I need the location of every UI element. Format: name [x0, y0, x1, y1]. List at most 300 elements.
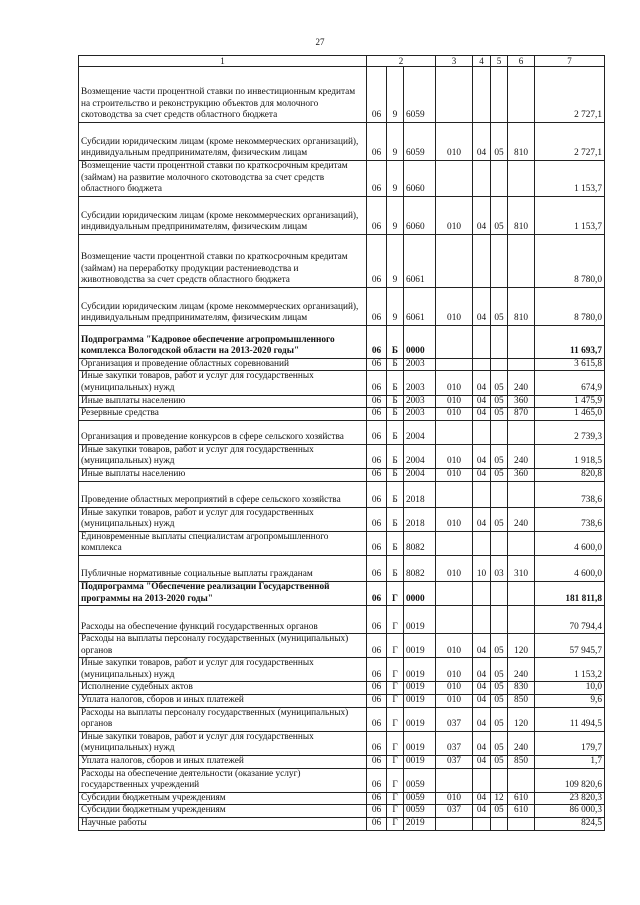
table-row — [79, 682, 605, 695]
page-number: 27 — [315, 37, 325, 47]
code-division: 04 — [473, 634, 491, 658]
row-amount: 820,8 — [535, 468, 605, 481]
code-ministry — [436, 581, 473, 605]
code-ministry: 010 — [436, 792, 473, 805]
code-expense-type: 240 — [508, 371, 535, 395]
row-name: Публичные нормативные социальные выплаты гражданам — [79, 555, 367, 581]
code-item: 0000 — [404, 325, 436, 358]
code-subdivision — [491, 420, 508, 444]
code-subdivision — [491, 67, 508, 123]
code-item: 0019 — [404, 658, 436, 682]
code-ministry: 010 — [436, 371, 473, 395]
code-expense-type — [508, 581, 535, 605]
code-division — [473, 606, 491, 634]
code-ministry: 010 — [436, 468, 473, 481]
code-expense-type — [508, 818, 535, 831]
code-item: 0019 — [404, 731, 436, 755]
code-division — [473, 531, 491, 555]
code-section: 06 — [367, 531, 387, 555]
code-expense-type — [508, 161, 535, 197]
table-row — [79, 768, 605, 792]
code-subdivision: 05 — [491, 468, 508, 481]
row-name: Иные закупки товаров, работ и услуг для государственных (муниципальных) нужд — [79, 731, 367, 755]
code-program: Г — [387, 658, 404, 682]
code-item: 0000 — [404, 581, 436, 605]
header-col-7: 7 — [535, 56, 605, 67]
row-name: Единовременные выплаты специалистам агропромышленного комплекса — [79, 531, 367, 555]
code-division: 04 — [473, 196, 491, 234]
row-name: Подпрограмма "Кадровое обеспечение агропромышленного комплекса Вологодской области на 2013-2020 годы" — [79, 325, 367, 358]
code-ministry: 010 — [436, 695, 473, 708]
row-name: Научные работы — [79, 818, 367, 831]
row-amount: 10,0 — [535, 682, 605, 695]
row-amount: 824,5 — [535, 818, 605, 831]
row-name: Иные закупки товаров, работ и услуг для государственных (муниципальных) нужд — [79, 444, 367, 468]
code-program: 9 — [387, 67, 404, 123]
code-division — [473, 358, 491, 371]
code-subdivision — [491, 768, 508, 792]
code-program: 9 — [387, 196, 404, 234]
code-ministry: 010 — [436, 444, 473, 468]
table-row — [79, 555, 605, 581]
code-expense-type: 810 — [508, 123, 535, 161]
code-expense-type: 120 — [508, 634, 535, 658]
code-item: 0019 — [404, 707, 436, 731]
table-row — [79, 531, 605, 555]
code-section: 06 — [367, 123, 387, 161]
code-program: Б — [387, 444, 404, 468]
code-section: 06 — [367, 634, 387, 658]
code-division: 04 — [473, 731, 491, 755]
row-name: Подпрограмма "Обеспечение реализации Государственной программы на 2013-2020 годы" — [79, 581, 367, 605]
table-row — [79, 581, 605, 605]
table-row — [79, 371, 605, 395]
code-expense-type: 610 — [508, 792, 535, 805]
code-subdivision: 05 — [491, 507, 508, 531]
code-item: 2003 — [404, 371, 436, 395]
table-row — [79, 325, 605, 358]
code-program: 9 — [387, 234, 404, 287]
code-section: 06 — [367, 358, 387, 371]
code-program: Г — [387, 634, 404, 658]
code-item: 6059 — [404, 123, 436, 161]
code-section: 06 — [367, 444, 387, 468]
code-ministry: 010 — [436, 287, 473, 325]
code-division — [473, 67, 491, 123]
code-subdivision: 05 — [491, 444, 508, 468]
code-item: 6061 — [404, 287, 436, 325]
code-division: 04 — [473, 468, 491, 481]
code-section: 06 — [367, 161, 387, 197]
code-subdivision — [491, 818, 508, 831]
code-expense-type: 240 — [508, 658, 535, 682]
code-expense-type: 240 — [508, 507, 535, 531]
code-subdivision: 05 — [491, 695, 508, 708]
code-expense-type — [508, 358, 535, 371]
row-name: Иные закупки товаров, работ и услуг для государственных (муниципальных) нужд — [79, 658, 367, 682]
table-row — [79, 658, 605, 682]
row-amount: 11 494,5 — [535, 707, 605, 731]
code-subdivision: 12 — [491, 792, 508, 805]
row-amount: 738,6 — [535, 481, 605, 507]
row-amount: 9,6 — [535, 695, 605, 708]
row-amount: 1,7 — [535, 756, 605, 769]
code-division: 04 — [473, 805, 491, 818]
table-row — [79, 481, 605, 507]
code-division — [473, 581, 491, 605]
code-section: 06 — [367, 196, 387, 234]
table-row — [79, 196, 605, 234]
code-program: Б — [387, 395, 404, 408]
code-expense-type: 810 — [508, 196, 535, 234]
row-amount: 8 780,0 — [535, 287, 605, 325]
table-row — [79, 507, 605, 531]
code-subdivision — [491, 581, 508, 605]
code-division: 04 — [473, 658, 491, 682]
code-program: Г — [387, 695, 404, 708]
row-amount: 23 820,3 — [535, 792, 605, 805]
code-item: 2003 — [404, 358, 436, 371]
code-program: Б — [387, 468, 404, 481]
code-ministry — [436, 325, 473, 358]
code-section: 06 — [367, 731, 387, 755]
code-expense-type — [508, 481, 535, 507]
row-amount: 2 727,1 — [535, 123, 605, 161]
code-ministry — [436, 818, 473, 831]
code-division: 10 — [473, 555, 491, 581]
code-subdivision: 05 — [491, 805, 508, 818]
code-item: 2018 — [404, 481, 436, 507]
row-name: Исполнение судебных актов — [79, 682, 367, 695]
code-expense-type: 610 — [508, 805, 535, 818]
table-row — [79, 707, 605, 731]
code-item: 2003 — [404, 395, 436, 408]
row-name: Уплата налогов, сборов и иных платежей — [79, 756, 367, 769]
code-expense-type: 360 — [508, 395, 535, 408]
code-item: 0019 — [404, 634, 436, 658]
row-amount: 1 153,7 — [535, 161, 605, 197]
table-row — [79, 805, 605, 818]
row-amount: 1 153,2 — [535, 658, 605, 682]
code-program: Б — [387, 531, 404, 555]
code-ministry: 037 — [436, 805, 473, 818]
code-division: 04 — [473, 695, 491, 708]
code-subdivision — [491, 161, 508, 197]
code-division — [473, 234, 491, 287]
code-section: 06 — [367, 818, 387, 831]
code-section: 06 — [367, 792, 387, 805]
code-expense-type — [508, 67, 535, 123]
code-section: 06 — [367, 695, 387, 708]
code-subdivision: 05 — [491, 756, 508, 769]
code-subdivision — [491, 325, 508, 358]
code-item: 2004 — [404, 420, 436, 444]
code-program: Г — [387, 682, 404, 695]
table-row — [79, 123, 605, 161]
code-expense-type: 310 — [508, 555, 535, 581]
code-division: 04 — [473, 395, 491, 408]
row-name: Субсидии бюджетным учреждениям — [79, 805, 367, 818]
code-expense-type: 850 — [508, 695, 535, 708]
code-subdivision: 05 — [491, 682, 508, 695]
code-section: 06 — [367, 287, 387, 325]
row-amount: 86 000,3 — [535, 805, 605, 818]
code-section: 06 — [367, 756, 387, 769]
code-ministry — [436, 234, 473, 287]
row-name: Субсидии юридическим лицам (кроме некоммерческих организаций), индивидуальным предпринимателям, физическим лицам — [79, 287, 367, 325]
row-amount: 57 945,7 — [535, 634, 605, 658]
row-name: Расходы на выплаты персоналу государственных (муниципальных) органов — [79, 634, 367, 658]
code-program: Г — [387, 768, 404, 792]
row-amount: 1 918,5 — [535, 444, 605, 468]
code-section: 06 — [367, 555, 387, 581]
budget-table — [78, 55, 605, 831]
table-body — [79, 67, 605, 831]
code-item: 0019 — [404, 695, 436, 708]
code-subdivision: 05 — [491, 123, 508, 161]
code-subdivision: 05 — [491, 408, 508, 421]
code-section: 06 — [367, 682, 387, 695]
table-row — [79, 444, 605, 468]
table-row — [79, 420, 605, 444]
row-name: Субсидии юридическим лицам (кроме некоммерческих организаций), индивидуальным предпринимателям, физическим лицам — [79, 196, 367, 234]
code-expense-type — [508, 234, 535, 287]
row-amount: 1 153,7 — [535, 196, 605, 234]
code-program: Б — [387, 481, 404, 507]
code-ministry: 010 — [436, 408, 473, 421]
row-amount: 11 693,7 — [535, 325, 605, 358]
row-amount: 1 465,0 — [535, 408, 605, 421]
code-ministry — [436, 606, 473, 634]
code-division: 04 — [473, 792, 491, 805]
code-item: 0059 — [404, 792, 436, 805]
code-program: Г — [387, 581, 404, 605]
header-col-4: 4 — [473, 56, 491, 67]
row-amount: 738,6 — [535, 507, 605, 531]
code-section: 06 — [367, 420, 387, 444]
code-ministry: 010 — [436, 555, 473, 581]
table-row — [79, 287, 605, 325]
code-division: 04 — [473, 444, 491, 468]
code-subdivision — [491, 481, 508, 507]
code-program: 9 — [387, 123, 404, 161]
code-item: 0019 — [404, 682, 436, 695]
row-name: Организация и проведение областных соревнований — [79, 358, 367, 371]
table-row — [79, 67, 605, 123]
code-ministry: 037 — [436, 756, 473, 769]
code-division — [473, 481, 491, 507]
code-program: Б — [387, 420, 404, 444]
code-division: 04 — [473, 707, 491, 731]
table-row — [79, 731, 605, 755]
row-name: Организация и проведение конкурсов в сфере сельского хозяйства — [79, 420, 367, 444]
code-ministry — [436, 67, 473, 123]
row-name: Иные закупки товаров, работ и услуг для государственных (муниципальных) нужд — [79, 507, 367, 531]
row-name: Иные выплаты населению — [79, 395, 367, 408]
code-subdivision — [491, 606, 508, 634]
row-name: Резервные средства — [79, 408, 367, 421]
row-name: Уплата налогов, сборов и иных платежей — [79, 695, 367, 708]
code-division — [473, 768, 491, 792]
row-name: Иные закупки товаров, работ и услуг для государственных (муниципальных) нужд — [79, 371, 367, 395]
code-subdivision — [491, 234, 508, 287]
code-item: 8082 — [404, 531, 436, 555]
code-ministry: 010 — [436, 196, 473, 234]
code-expense-type — [508, 325, 535, 358]
table-row — [79, 161, 605, 197]
code-expense-type — [508, 606, 535, 634]
code-division: 04 — [473, 287, 491, 325]
row-amount: 2 739,3 — [535, 420, 605, 444]
code-expense-type: 830 — [508, 682, 535, 695]
code-section: 06 — [367, 481, 387, 507]
code-subdivision: 05 — [491, 196, 508, 234]
row-amount: 4 600,0 — [535, 531, 605, 555]
code-section: 06 — [367, 67, 387, 123]
table-row — [79, 468, 605, 481]
code-item: 0059 — [404, 805, 436, 818]
code-section: 06 — [367, 507, 387, 531]
table-row — [79, 695, 605, 708]
code-subdivision: 05 — [491, 731, 508, 755]
code-expense-type: 810 — [508, 287, 535, 325]
code-division: 04 — [473, 756, 491, 769]
row-name: Субсидии юридическим лицам (кроме некоммерческих организаций), индивидуальным предпринимателям, физическим лицам — [79, 123, 367, 161]
code-expense-type — [508, 420, 535, 444]
code-program: Г — [387, 792, 404, 805]
table-row — [79, 408, 605, 421]
table-row — [79, 358, 605, 371]
code-item: 6060 — [404, 196, 436, 234]
code-program: Б — [387, 408, 404, 421]
header-col-6: 6 — [508, 56, 535, 67]
code-program: Г — [387, 805, 404, 818]
row-name: Возмещение части процентной ставки по инвестиционным кредитам на строительство и реконструкцию объектов для молочного скотоводства за счет средств областного бюджета — [79, 67, 367, 123]
table-row — [79, 395, 605, 408]
row-name: Возмещение части процентной ставки по краткосрочным кредитам (займам) на переработку продукции растениеводства и животноводства за счет средств областного бюджета — [79, 234, 367, 287]
code-ministry — [436, 161, 473, 197]
code-ministry: 010 — [436, 658, 473, 682]
code-program: Б — [387, 555, 404, 581]
code-section: 06 — [367, 395, 387, 408]
code-division — [473, 420, 491, 444]
row-amount: 2 727,1 — [535, 67, 605, 123]
row-amount: 179,7 — [535, 731, 605, 755]
table-row — [79, 234, 605, 287]
code-subdivision — [491, 358, 508, 371]
code-section: 06 — [367, 606, 387, 634]
table-row — [79, 634, 605, 658]
code-ministry: 037 — [436, 707, 473, 731]
code-expense-type: 850 — [508, 756, 535, 769]
row-amount: 4 600,0 — [535, 555, 605, 581]
row-name: Расходы на обеспечение функций государственных органов — [79, 606, 367, 634]
code-section: 06 — [367, 371, 387, 395]
code-division: 04 — [473, 682, 491, 695]
code-program: Г — [387, 731, 404, 755]
code-section: 06 — [367, 581, 387, 605]
code-section: 06 — [367, 805, 387, 818]
code-item: 2004 — [404, 468, 436, 481]
code-item: 8082 — [404, 555, 436, 581]
code-expense-type: 870 — [508, 408, 535, 421]
code-program: Г — [387, 707, 404, 731]
code-ministry: 010 — [436, 634, 473, 658]
code-division: 04 — [473, 408, 491, 421]
code-item: 2018 — [404, 507, 436, 531]
code-division: 04 — [473, 507, 491, 531]
code-section: 06 — [367, 468, 387, 481]
table-row — [79, 756, 605, 769]
code-expense-type — [508, 768, 535, 792]
table-header-row — [79, 56, 605, 67]
row-amount: 674,9 — [535, 371, 605, 395]
table-row — [79, 818, 605, 831]
code-item: 6061 — [404, 234, 436, 287]
code-subdivision: 03 — [491, 555, 508, 581]
code-ministry: 010 — [436, 395, 473, 408]
code-expense-type: 120 — [508, 707, 535, 731]
code-ministry — [436, 531, 473, 555]
code-program: Г — [387, 606, 404, 634]
code-item: 2004 — [404, 444, 436, 468]
row-amount: 8 780,0 — [535, 234, 605, 287]
code-ministry — [436, 358, 473, 371]
code-program: 9 — [387, 287, 404, 325]
code-division — [473, 818, 491, 831]
code-section: 06 — [367, 325, 387, 358]
code-division — [473, 161, 491, 197]
code-program: Г — [387, 756, 404, 769]
code-subdivision: 05 — [491, 658, 508, 682]
code-subdivision: 05 — [491, 395, 508, 408]
row-amount: 181 811,8 — [535, 581, 605, 605]
code-program: Б — [387, 507, 404, 531]
code-section: 06 — [367, 408, 387, 421]
code-subdivision — [491, 531, 508, 555]
code-subdivision: 05 — [491, 371, 508, 395]
row-name: Возмещение части процентной ставки по краткосрочным кредитам (займам) на развитие молочного скотоводства за счет средств областного бюджета — [79, 161, 367, 197]
table-row — [79, 606, 605, 634]
code-section: 06 — [367, 707, 387, 731]
row-name: Субсидии бюджетным учреждениям — [79, 792, 367, 805]
row-name: Расходы на выплаты персоналу государственных (муниципальных) органов — [79, 707, 367, 731]
code-item: 0059 — [404, 768, 436, 792]
code-item: 0019 — [404, 606, 436, 634]
code-section: 06 — [367, 768, 387, 792]
code-item: 6059 — [404, 67, 436, 123]
code-program: Г — [387, 818, 404, 831]
code-ministry: 010 — [436, 682, 473, 695]
code-section: 06 — [367, 658, 387, 682]
code-ministry: 010 — [436, 507, 473, 531]
code-subdivision: 05 — [491, 287, 508, 325]
code-ministry — [436, 420, 473, 444]
row-amount: 3 615,8 — [535, 358, 605, 371]
code-program: Б — [387, 371, 404, 395]
row-amount: 109 820,6 — [535, 768, 605, 792]
code-program: 9 — [387, 161, 404, 197]
code-ministry — [436, 481, 473, 507]
code-division — [473, 325, 491, 358]
code-item: 6060 — [404, 161, 436, 197]
code-expense-type: 360 — [508, 468, 535, 481]
table-row — [79, 792, 605, 805]
code-item: 0019 — [404, 756, 436, 769]
code-expense-type — [508, 531, 535, 555]
code-ministry: 010 — [436, 123, 473, 161]
code-program: Б — [387, 358, 404, 371]
